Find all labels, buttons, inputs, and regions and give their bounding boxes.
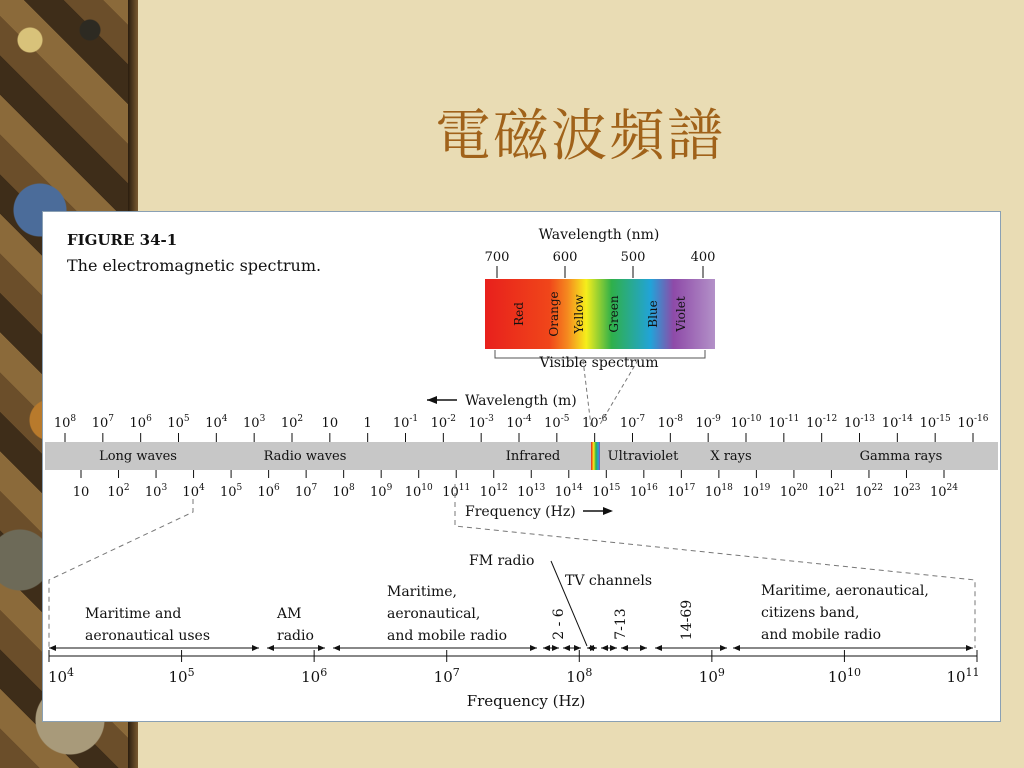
wavelength-tick-label: $10^5$ [167, 414, 190, 431]
spectrum-diagram [43, 212, 1000, 721]
radio-segment-label: AM radio [277, 606, 314, 644]
segment-arrow-right [252, 645, 259, 651]
wavelength-tick-label: $10^{-15}$ [919, 414, 951, 431]
frequency-arrow-label: Frequency (Hz) [465, 504, 576, 520]
wavelength-tick-label: $10^{-16}$ [957, 414, 989, 431]
detail-tick-label: $10^8$ [566, 666, 593, 686]
visible-color-label: Yellow [572, 294, 586, 334]
frequency-arrow [465, 504, 613, 520]
band-label: Long waves [99, 449, 177, 464]
segment-arrow-left [49, 645, 56, 651]
frequency-tick-label: $10^8$ [332, 483, 355, 500]
segment-arrow-left [733, 645, 740, 651]
wavelength-tick-label: $10^{-11}$ [768, 414, 800, 431]
wavelength-tick-label: $10^4$ [205, 414, 228, 431]
wavelength-tick-label: $10^{-1}$ [392, 414, 419, 431]
segment-arrow-right [574, 645, 581, 651]
segment-arrow-left [563, 645, 570, 651]
band-label: Ultraviolet [607, 449, 679, 464]
frequency-tick-label: $10^{16}$ [629, 483, 658, 500]
wavelength-tick-label: $10^{-4}$ [506, 414, 532, 431]
segment-arrow-left [655, 645, 662, 651]
visible-spectrum-label: Visible spectrum [539, 355, 659, 371]
frequency-tick-label: $10^{21}$ [817, 483, 846, 500]
wavelength-tick-label: $10^2$ [280, 414, 304, 431]
figure-number: FIGURE 34-1 [67, 231, 178, 249]
frequency-tick-label: $10^7$ [294, 483, 318, 500]
visible-wavelength-title: Wavelength (nm) [538, 227, 660, 243]
segment-arrow-right [552, 645, 559, 651]
wavelength-tick-label: $10^{-9}$ [695, 414, 721, 431]
detail-tick-label: $10^7$ [433, 666, 460, 686]
detail-ticks [48, 650, 980, 686]
tv-channel-labels [551, 600, 695, 640]
visible-tick-label: 500 [620, 250, 646, 265]
radio-segment-label: Maritime, aeronautical, citizens band, and mobile radio [761, 583, 929, 643]
band-label: Infrared [505, 449, 561, 464]
frequency-tick-label: $10^5$ [219, 483, 243, 500]
visible-color-label: Violet [674, 296, 688, 332]
segment-arrow-left [621, 645, 628, 651]
segment-arrow-left [601, 645, 608, 651]
detail-tick-label: $10^4$ [47, 666, 75, 686]
detail-tick-label: $10^6$ [301, 666, 328, 686]
detail-tick-label: $10^{10}$ [827, 666, 861, 686]
wavelength-tick-label: $10^{-5}$ [544, 414, 570, 431]
visible-color-label: Green [607, 295, 621, 333]
wavelength-tick-label: 10 [321, 416, 339, 431]
visible-color-label: Red [512, 302, 526, 326]
band-label: X rays [710, 449, 752, 464]
frequency-tick-label: $10^{17}$ [667, 483, 696, 500]
visible-color-label: Orange [547, 291, 561, 337]
wavelength-tick-label: $10^6$ [129, 414, 152, 431]
frequency-tick-label: $10^{11}$ [442, 483, 471, 500]
segment-arrow-right [610, 645, 617, 651]
radio-segment-labels [85, 583, 929, 644]
radio-segment-label: Maritime, aeronautical, and mobile radio [387, 584, 508, 644]
frequency-tick-label: $10^{24}$ [930, 483, 958, 500]
segment-arrow-right [640, 645, 647, 651]
wavelength-ticks [54, 414, 989, 442]
segment-arrow-right [318, 645, 325, 651]
frequency-tick-label: 10 [72, 485, 90, 500]
wavelength-tick-label: $10^{-13}$ [843, 414, 876, 431]
wavelength-tick-label: $10^{-14}$ [881, 414, 913, 431]
segment-arrow-right [530, 645, 537, 651]
frequency-tick-label: $10^{10}$ [404, 483, 433, 500]
frequency-tick-label: $10^2$ [107, 483, 130, 500]
visible-color-label: Blue [646, 300, 660, 328]
visible-tick-label: 400 [690, 250, 716, 265]
segment-arrow-left [333, 645, 340, 651]
visible-tick-label: 600 [552, 250, 578, 265]
frequency-tick-label: $10^{15}$ [592, 483, 621, 500]
slide-title: 電磁波頻譜 [435, 104, 725, 169]
band-label: Radio waves [263, 449, 347, 464]
wavelength-tick-label: $10^{-3}$ [468, 414, 494, 431]
segment-arrow-left [267, 645, 274, 651]
detail-tick-label: $10^{11}$ [946, 666, 980, 686]
frequency-tick-label: $10^{14}$ [554, 483, 583, 500]
segment-arrow-right [720, 645, 727, 651]
visible-ticks [485, 250, 716, 278]
frequency-tick-label: $10^{18}$ [704, 483, 733, 500]
frequency-ticks [73, 470, 959, 500]
frequency-tick-label: $10^9$ [370, 483, 393, 500]
detail-tick-label: $10^9$ [698, 666, 725, 686]
frequency-tick-label: $10^6$ [257, 483, 280, 500]
visible-tick-label: 700 [484, 250, 510, 265]
frequency-tick-label: $10^{22}$ [854, 483, 883, 500]
frequency-tick-label: $10^{13}$ [517, 483, 546, 500]
visible-band-stripe [591, 442, 600, 470]
frequency-tick-label: $10^{20}$ [779, 483, 808, 500]
tv-channel-label: 7-13 [613, 608, 629, 640]
wavelength-axis-label: Wavelength (m) [465, 393, 577, 409]
detail-axis-label: Frequency (Hz) [466, 692, 586, 710]
wavelength-tick-label: $10^{-6}$ [582, 414, 608, 431]
wavelength-tick-label: $10^7$ [91, 414, 114, 431]
tv-channels-label: TV channels [565, 573, 653, 589]
wavelength-tick-label: $10^{-7}$ [619, 414, 646, 431]
band-label: Gamma rays [859, 449, 943, 464]
wavelength-tick-label: $10^{-8}$ [657, 414, 683, 431]
wavelength-tick-label: $10^8$ [53, 414, 77, 431]
frequency-tick-label: $10^{23}$ [892, 483, 921, 500]
radio-segment-arrows [49, 645, 973, 651]
wavelength-tick-label: $10^{-12}$ [806, 414, 838, 431]
frequency-tick-label: $10^{12}$ [479, 483, 508, 500]
frequency-tick-label: $10^4$ [182, 483, 205, 500]
detail-tick-label: $10^5$ [168, 666, 195, 686]
tv-channel-label: 2 - 6 [551, 608, 567, 640]
wavelength-tick-label: 1 [363, 416, 372, 431]
fm-radio-label: FM radio [469, 553, 535, 569]
wavelength-tick-label: $10^{-10}$ [730, 414, 762, 431]
figure-caption: The electromagnetic spectrum. [67, 256, 322, 275]
frequency-tick-label: $10^{19}$ [742, 483, 771, 500]
segment-arrow-left [543, 645, 550, 651]
frequency-tick-label: $10^3$ [144, 483, 168, 500]
detail-connector-left [49, 499, 193, 648]
wavelength-tick-label: $10^{-2}$ [430, 414, 456, 431]
radio-segment-label: Maritime and aeronautical uses [85, 606, 211, 644]
tv-channel-label: 14-69 [679, 599, 695, 641]
wavelength-arrow [427, 393, 577, 409]
spectrum-figure [42, 211, 1001, 722]
wavelength-tick-label: $10^3$ [243, 414, 266, 431]
segment-arrow-right [966, 645, 973, 651]
